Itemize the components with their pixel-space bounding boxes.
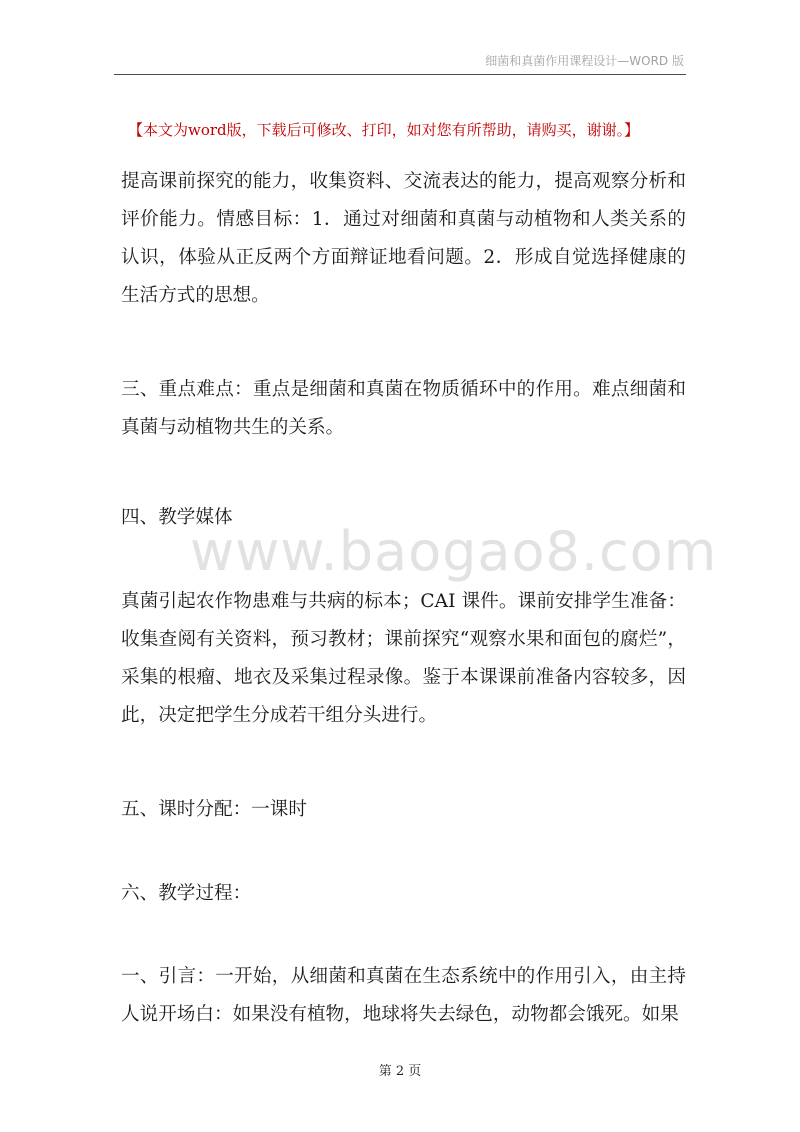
purchase-notice: 【本文为word版，下载后可修改、打印，如对您有所帮助，请购买，谢谢。】 (128, 121, 640, 139)
page-number: 第 2 页 (378, 1064, 422, 1079)
paragraph-teaching-process-heading: 六、教学过程： (121, 883, 252, 904)
paragraph-teaching-media-heading: 四、教学媒体 (121, 507, 233, 528)
paragraph-introduction: 一、引言：一开始，从细菌和真菌在生态系统中的作用引入，由主持人说开场白：如果没有植物，地球将失去绿色，动物都会饿死。如果 (121, 966, 686, 1025)
header-title: 细菌和真菌作用课程设计—WORD 版 (485, 54, 684, 68)
paragraph-ability-goals: 提高课前探究的能力，收集资料、交流表达的能力，提高观察分析和评价能力。情感目标：1．通过对细菌和真菌与动植物和人类关系的认识，体验从正反两个方面辩证地看问题。2．形成自觉选择健康的生活方式的思想。 (121, 171, 686, 306)
paragraph-key-points: 三、重点难点：重点是细菌和真菌在物质循环中的作用。难点细菌和真菌与动植物共生的关系。 (121, 379, 686, 438)
header-divider (114, 74, 686, 75)
paragraph-class-hours: 五、课时分配：一课时 (121, 799, 307, 820)
paragraph-teaching-media: 真菌引起农作物患难与共病的标本；CAI 课件。课前安排学生准备：收集查阅有关资料，预习教材；课前探究“观察水果和面包的腐烂”，采集的根瘤、地衣及采集过程录像。鉴于本课课前准备内容较多，因此，决定把学生分成若干组分头进行。 (121, 591, 686, 726)
watermark: www.baogao8.com (190, 520, 718, 583)
